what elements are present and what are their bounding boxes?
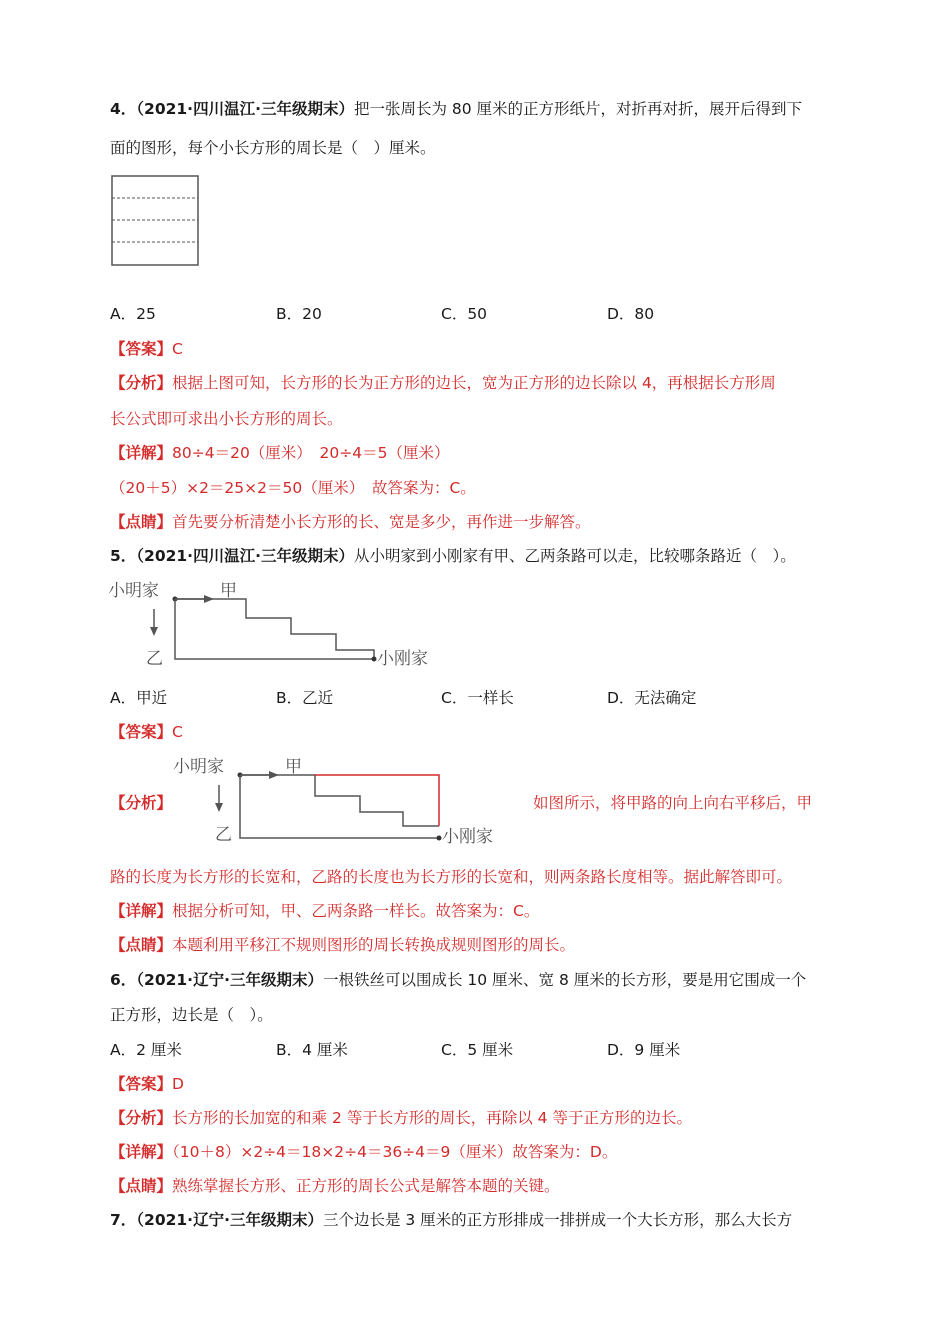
q4-detail-text-1: 80÷4＝20（厘米） 20÷4＝5（厘米） bbox=[172, 444, 450, 462]
q6-answer-label: 【答案】 bbox=[110, 1075, 173, 1093]
q4-option-c[interactable]: C．50 bbox=[441, 305, 488, 323]
q6-option-a[interactable]: A．2 厘米 bbox=[110, 1041, 182, 1059]
q6-stem-line-1 bbox=[110, 969, 806, 991]
q5-stem-line bbox=[110, 545, 796, 567]
q6-detail bbox=[110, 1141, 617, 1163]
q5-analysis-label: 【分析】 bbox=[110, 794, 173, 812]
q5-fig-home-label: 小明家 bbox=[108, 581, 159, 601]
q4-analysis-label: 【分析】 bbox=[110, 374, 173, 392]
q6-detail-label: 【详解】 bbox=[110, 1143, 173, 1161]
q6-tip-label: 【点睛】 bbox=[110, 1177, 173, 1195]
q5-analysis-fig-path-a-label: 甲 bbox=[285, 757, 302, 777]
q6-answer bbox=[110, 1073, 184, 1095]
q4-answer bbox=[110, 338, 183, 360]
q5-number: 5． bbox=[110, 547, 137, 565]
q5-tip bbox=[110, 934, 575, 956]
q4-tip bbox=[110, 511, 591, 533]
q6-stem-text-1: 一根铁丝可以围成长 10 厘米、宽 8 厘米的长方形，要是用它围成一个 bbox=[322, 971, 807, 989]
q4-detail-line-2: （20＋5）×2＝25×2＝50（厘米） 故答案为：C。 bbox=[110, 479, 476, 497]
q5-analysis-figure bbox=[173, 752, 513, 848]
q4-stem-text: 把一张周长为 80 厘米的正方形纸片，对折再对折，展开后得到下 bbox=[353, 100, 803, 118]
q4-number: 4． bbox=[110, 100, 137, 118]
q6-answer-value: D bbox=[172, 1075, 184, 1093]
q5-fig-path-b-label: 乙 bbox=[146, 649, 163, 669]
q5-analysis-fig-home-label: 小明家 bbox=[173, 757, 224, 777]
q6-tip bbox=[110, 1175, 560, 1197]
q5-analysis-line-2: 路的长度为长方形的长宽和，乙路的长度也为长方形的长宽和，则两条路长度相等。据此解答即可。 bbox=[110, 868, 793, 886]
q4-stem-line-1 bbox=[110, 98, 802, 120]
q5-option-d[interactable]: D．无法确定 bbox=[607, 689, 697, 707]
q7-number: 7． bbox=[110, 1211, 137, 1229]
q5-answer bbox=[110, 721, 183, 743]
q4-stem-line-2: 面的图形，每个小长方形的周长是（ ）厘米。 bbox=[110, 139, 436, 157]
q5-detail bbox=[110, 900, 539, 922]
q5-stem-text: 从小明家到小刚家有甲、乙两条路可以走，比较哪条路近（ ）。 bbox=[353, 547, 796, 565]
q4-analysis-line-1 bbox=[110, 372, 776, 394]
q7-stem-line bbox=[110, 1209, 792, 1231]
q4-tip-text: 首先要分析清楚小长方形的长、宽是多少，再作进一步解答。 bbox=[172, 513, 591, 531]
q5-analysis-line-1: 如图所示，将甲路的向上向右平移后，甲 bbox=[533, 794, 813, 812]
q5-option-b[interactable]: B．乙近 bbox=[276, 689, 334, 707]
q4-option-b[interactable]: B．20 bbox=[276, 305, 322, 323]
q7-stem-text: 三个边长是 3 厘米的正方形排成一排拼成一个大长方形，那么大长方 bbox=[322, 1211, 793, 1229]
q6-analysis-label: 【分析】 bbox=[110, 1109, 173, 1127]
q5-analysis-fig-path-b-label: 乙 bbox=[215, 825, 232, 845]
q6-tip-text: 熟练掌握长方形、正方形的周长公式是解答本题的关键。 bbox=[172, 1177, 560, 1195]
q4-analysis-line-2: 长公式即可求出小长方形的周长。 bbox=[110, 410, 343, 428]
q5-option-a[interactable]: A．甲近 bbox=[110, 689, 168, 707]
q4-tip-label: 【点睛】 bbox=[110, 513, 173, 531]
q6-option-b[interactable]: B．4 厘米 bbox=[276, 1041, 348, 1059]
q6-analysis bbox=[110, 1107, 692, 1129]
q6-option-d[interactable]: D．9 厘米 bbox=[607, 1041, 681, 1059]
q6-number: 6． bbox=[110, 971, 137, 989]
q5-fig-dest-label: 小刚家 bbox=[377, 649, 428, 669]
q4-source: （2021·四川温江·三年级期末） bbox=[136, 100, 354, 118]
q4-detail-line-1 bbox=[110, 442, 450, 464]
q4-detail-label: 【详解】 bbox=[110, 444, 173, 462]
q6-stem-line-2: 正方形，边长是（ ）。 bbox=[110, 1006, 273, 1024]
q5-source: （2021·四川温江·三年级期末） bbox=[136, 547, 354, 565]
q5-analysis-label-line bbox=[110, 792, 172, 814]
q5-option-c[interactable]: C．一样长 bbox=[441, 689, 514, 707]
q5-analysis-fig-dest-label: 小刚家 bbox=[442, 827, 493, 847]
q5-detail-label: 【详解】 bbox=[110, 902, 173, 920]
q5-route-figure bbox=[108, 576, 448, 672]
q6-analysis-text: 长方形的长加宽的和乘 2 等于长方形的周长，再除以 4 等于正方形的边长。 bbox=[172, 1109, 692, 1127]
q4-answer-label: 【答案】 bbox=[110, 340, 173, 358]
q5-answer-value: C bbox=[172, 723, 183, 741]
q4-option-a[interactable]: A．25 bbox=[110, 305, 156, 323]
q4-answer-value: C bbox=[172, 340, 183, 358]
q4-option-d[interactable]: D．80 bbox=[607, 305, 655, 323]
q4-analysis-text-1: 根据上图可知，长方形的长为正方形的边长，宽为正方形的边长除以 4，再根据长方形周 bbox=[172, 374, 776, 392]
q5-fig-path-a-label: 甲 bbox=[220, 581, 237, 601]
q5-tip-text: 本题利用平移江不规则图形的周长转换成规则图形的周长。 bbox=[172, 936, 576, 954]
q6-detail-text: （10＋8）×2÷4＝18×2÷4＝36÷4＝9（厘米）故答案为：D。 bbox=[172, 1143, 618, 1161]
q4-folded-paper-figure bbox=[111, 175, 199, 267]
q6-source: （2021·辽宁·三年级期末） bbox=[136, 971, 323, 989]
q5-tip-label: 【点睛】 bbox=[110, 936, 173, 954]
q5-detail-text: 根据分析可知，甲、乙两条路一样长。故答案为：C。 bbox=[172, 902, 540, 920]
q7-source: （2021·辽宁·三年级期末） bbox=[136, 1211, 323, 1229]
q5-answer-label: 【答案】 bbox=[110, 723, 173, 741]
q6-option-c[interactable]: C．5 厘米 bbox=[441, 1041, 514, 1059]
